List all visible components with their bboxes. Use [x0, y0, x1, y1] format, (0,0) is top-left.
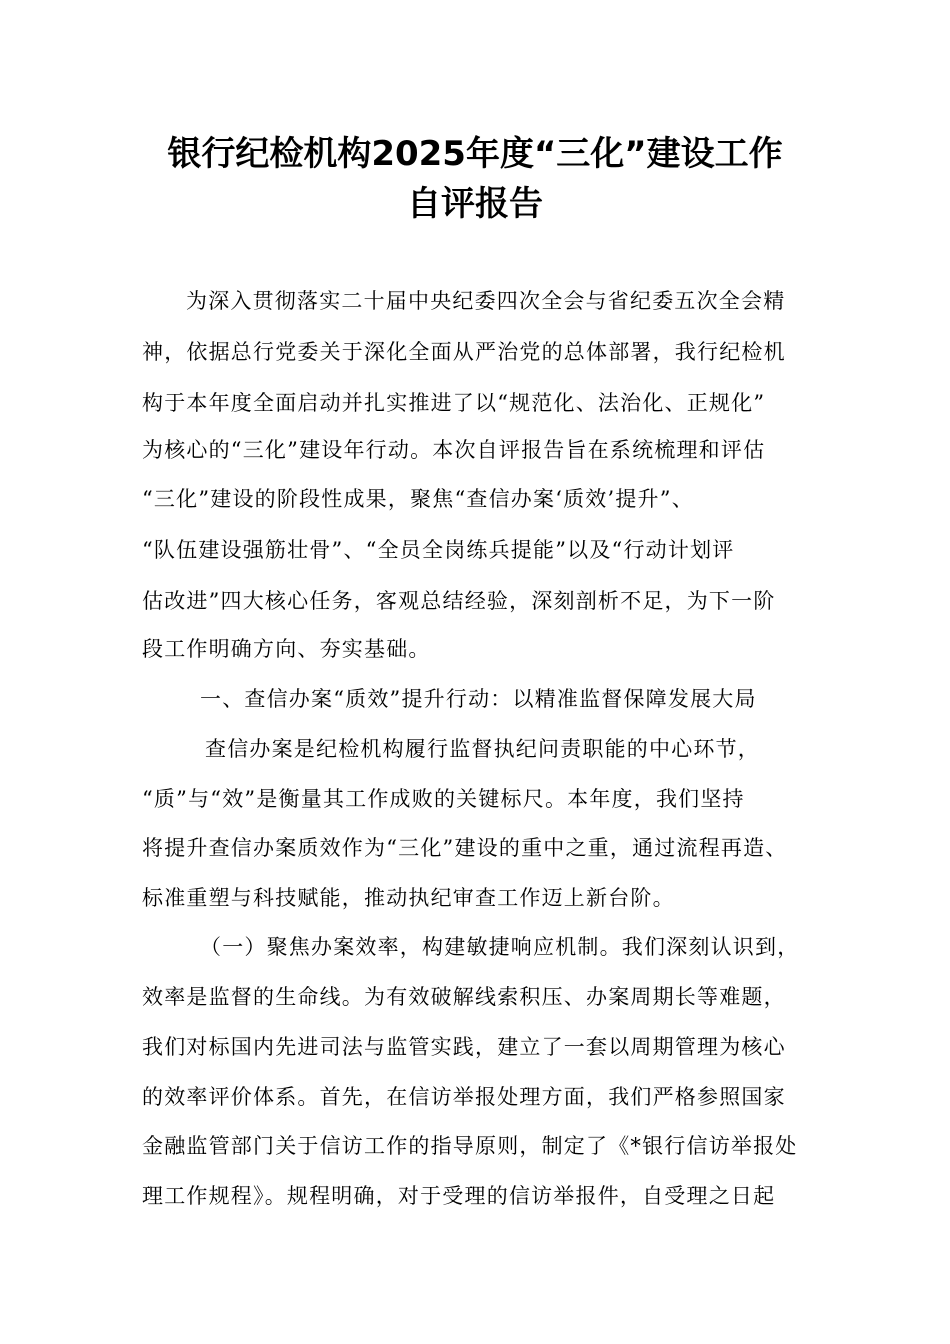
paragraph-line: 为核心的“三化”建设年行动。本次自评报告旨在系统梳理和评估: [142, 438, 766, 462]
document-title-line-1: 银行纪检机构2025年度“三化”建设工作: [167, 134, 783, 174]
paragraph-line: 的效率评价体系。首先，在信访举报处理方面，我们严格参照国家: [142, 1085, 786, 1109]
paragraph-line: “三化”建设的阶段性成果，聚焦“查信办案‘质效’提升”、: [142, 487, 694, 511]
paragraph-line: 神，依据总行党委关于深化全面从严治党的总体部署，我行纪检机: [142, 340, 786, 364]
paragraph-line: 段工作明确方向、夯实基础。: [142, 637, 431, 661]
section-heading: 一、查信办案“质效”提升行动：以精准监督保障发展大局: [200, 687, 757, 711]
paragraph-line: 将提升查信办案质效作为“三化”建设的重中之重，通过流程再造、: [142, 836, 788, 860]
paragraph-line: “质”与“效”是衡量其工作成败的关键标尺。本年度，我们坚持: [142, 787, 745, 811]
paragraph-line: 查信办案是纪检机构履行监督执纪问责职能的中心环节，: [205, 737, 760, 761]
paragraph-line: 效率是监督的生命线。为有效破解线索积压、办案周期长等难题，: [142, 985, 786, 1009]
paragraph-line: 理工作规程》。规程明确，对于受理的信访举报件，自受理之日起: [142, 1184, 776, 1208]
document-title-line-2: 自评报告: [407, 184, 543, 224]
paragraph-line: “队伍建设强筋壮骨”、“全员全岗练兵提能”以及“行动计划评: [142, 538, 735, 562]
paragraph-line: 为深入贯彻落实二十届中央纪委四次全会与省纪委五次全会精: [186, 289, 786, 313]
paragraph-line: 构于本年度全面启动并扎实推进了以“规范化、法治化、正规化”: [142, 391, 766, 415]
paragraph-line: 估改进”四大核心任务，客观总结经验，深刻剖析不足，为下一阶: [142, 589, 776, 613]
paragraph-line: 金融监管部门关于信访工作的指导原则，制定了《*银行信访举报处: [142, 1134, 798, 1158]
paragraph-line: 标准重塑与科技赋能，推动执纪审查工作迈上新台阶。: [142, 886, 675, 910]
subsection-heading-line: （一）聚焦办案效率，构建敏捷响应机制。我们深刻认识到，: [200, 935, 800, 959]
paragraph-line: 我们对标国内先进司法与监管实践，建立了一套以周期管理为核心: [142, 1035, 786, 1059]
